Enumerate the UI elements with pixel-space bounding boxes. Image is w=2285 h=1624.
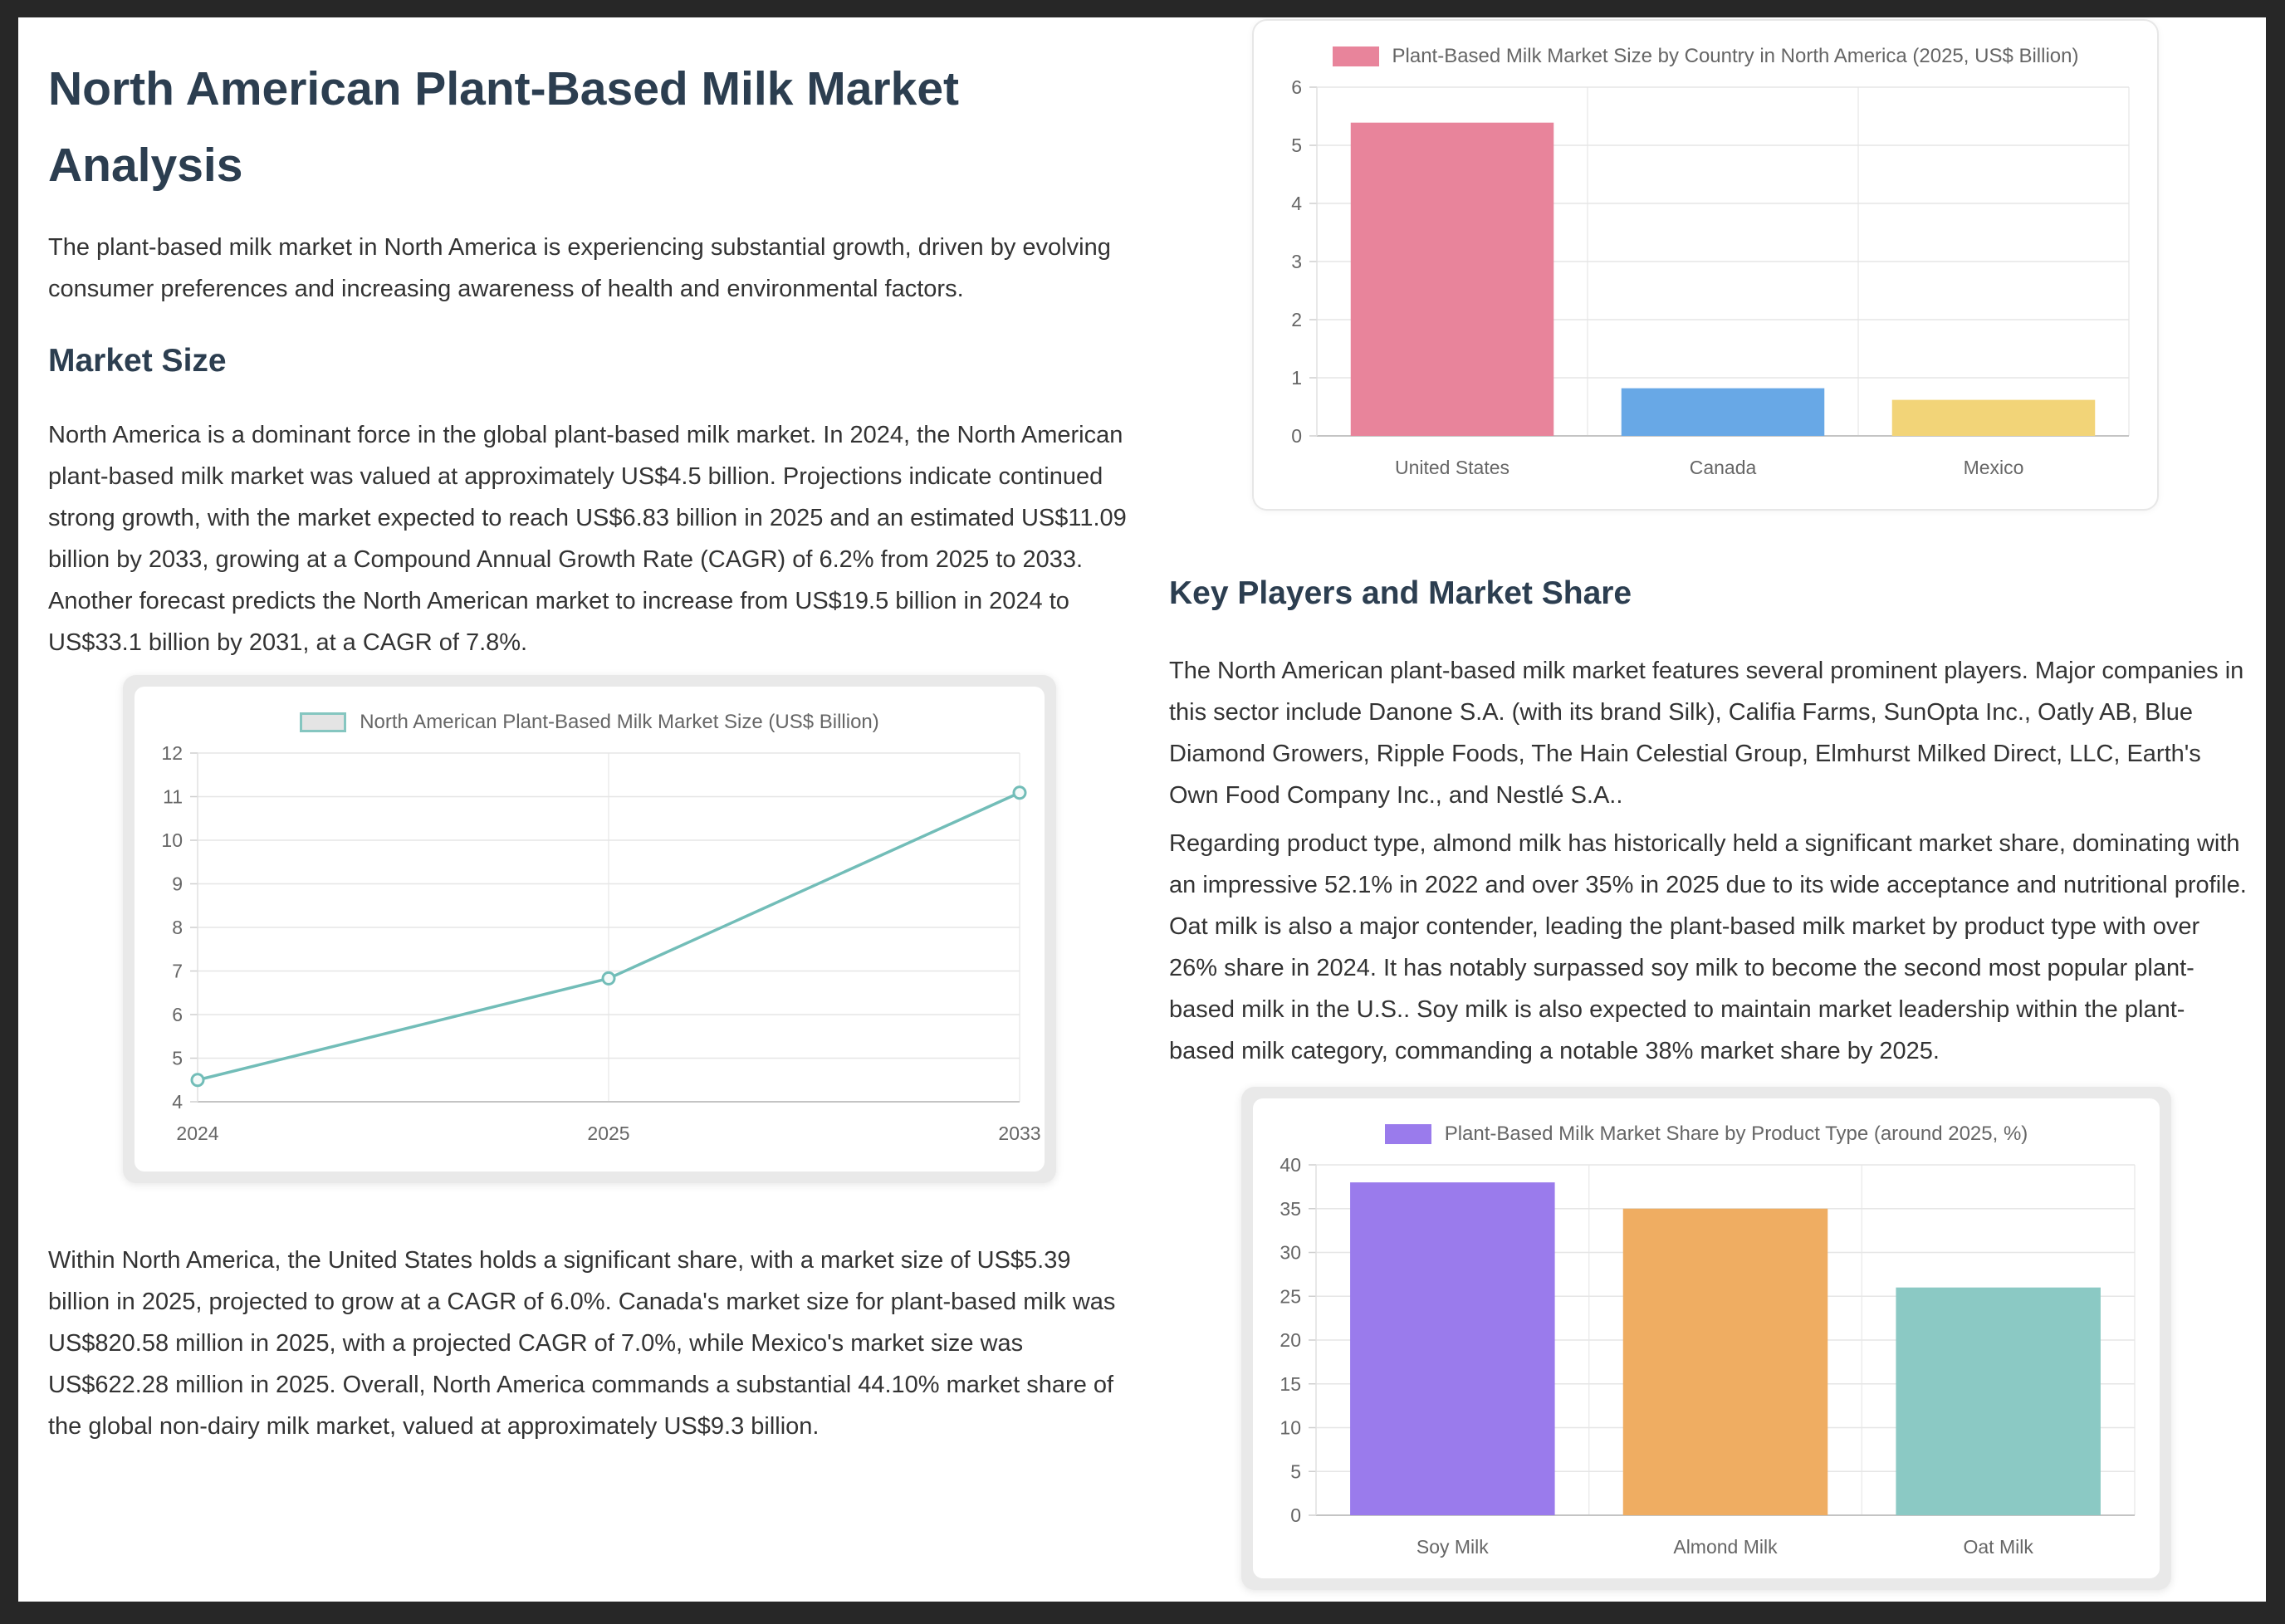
svg-text:15: 15 (1280, 1372, 1301, 1395)
svg-text:2024: 2024 (176, 1123, 219, 1144)
product-share-bar-chart-card (1253, 1098, 2160, 1578)
key-players-paragraph-2: Regarding product type, almond milk has historically held a significant market share, dominating with an impressive 52.1% in 2022 and over 35% in 2025 due to its wide acceptance and nutritional profile. Oat milk is also a major contender, leading the plant-based milk market by product type with over 26% share in 2024. It has notably surpassed soy milk to become the second most popular plant-based milk in the U.S.. Soy milk is also expected to maintain market leadership within the plant-based milk category, commanding a notable 38% market share by 2025. (1169, 830, 2247, 1064)
market-size-line-chart (135, 740, 1045, 1155)
svg-text:2033: 2033 (998, 1123, 1041, 1144)
svg-text:0: 0 (1290, 1504, 1301, 1526)
svg-text:10: 10 (161, 829, 183, 851)
svg-text:40: 40 (1280, 1154, 1301, 1176)
svg-text:United States: United States (1394, 457, 1510, 478)
market-size-line-chart-frame (123, 675, 1056, 1183)
right-column (1169, 17, 2265, 1602)
svg-text:Oat Milk: Oat Milk (1963, 1536, 2033, 1558)
legend-swatch (300, 712, 346, 732)
chart-legend[interactable] (1254, 21, 2157, 71)
key-players-paragraph-1: The North American plant-based milk market features several prominent players. Major companies in this sector include Danone S.A. (with its brand Silk), Califia Farms, SunOpta Inc., Oatly AB, Blue Diamond Growers, Ripple Foods, The Hain Celestial Group, Elmhurst Milked Direct, LLC, Earth's Own Food Company Inc., and Nestlé S.A.. (1169, 658, 2244, 809)
svg-text:6: 6 (1291, 76, 1302, 98)
document-page (18, 17, 2266, 1602)
svg-text:25: 25 (1280, 1285, 1301, 1308)
svg-text:10: 10 (1280, 1416, 1301, 1439)
svg-text:30: 30 (1280, 1241, 1301, 1264)
chart-legend[interactable] (1253, 1098, 2160, 1148)
legend-label: Plant-Based Milk Market Share by Product Type (around 2025, %) (1444, 1123, 2028, 1145)
svg-text:4: 4 (172, 1091, 183, 1113)
left-column (48, 17, 1144, 1602)
svg-text:35: 35 (1280, 1197, 1301, 1220)
svg-text:12: 12 (161, 742, 183, 764)
svg-text:Almond Milk: Almond Milk (1673, 1536, 1778, 1558)
legend-label: North American Plant-Based Milk Market Size (US$ Billion) (360, 711, 879, 733)
legend-swatch (1333, 46, 1379, 66)
svg-text:5: 5 (172, 1047, 183, 1069)
svg-text:5: 5 (1291, 135, 1302, 156)
svg-text:7: 7 (172, 960, 183, 982)
svg-text:2025: 2025 (587, 1123, 630, 1144)
svg-text:Canada: Canada (1689, 457, 1757, 478)
svg-text:9: 9 (172, 873, 183, 895)
page-title: North American Plant-Based Milk Market Analysis (48, 62, 959, 193)
market-size-heading: Market Size (48, 343, 227, 379)
svg-text:1: 1 (1291, 367, 1302, 389)
market-size-paragraph-1: North America is a dominant force in the global plant-based milk market. In 2024, the North American plant-based milk market was valued at approximately US$4.5 billion. Projections indicate continued strong growth, with the market expected to reach US$6.83 billion in 2025 and an estimated US$11.09 billion by 2033, growing at a Compound Annual Growth Rate (CAGR) of 6.2% from 2025 to 2033. Another forecast predicts the North American market to increase from US$19.5 billion in 2024 to US$33.1 billion by 2031, at a CAGR of 7.8%. (48, 422, 1127, 656)
svg-text:11: 11 (163, 785, 183, 808)
product-share-bar-chart (1253, 1152, 2160, 1568)
svg-text:8: 8 (172, 917, 183, 938)
market-size-paragraph-2: Within North America, the United States holds a significant share, with a market size of US$5.39 billion in 2025, projected to grow at a CAGR of 6.0%. Canada's market size for plant-based milk was US$820.58 million in 2025, with a projected CAGR of 7.0%, while Mexico's market size was US$622.28 million in 2025. Overall, North America commands a substantial 44.10% market share of the global non-dairy milk market, valued at approximately US$9.3 billion. (48, 1247, 1116, 1440)
product-share-bar-chart-frame (1241, 1087, 2171, 1590)
svg-text:2: 2 (1291, 309, 1302, 330)
svg-text:Soy Milk: Soy Milk (1416, 1536, 1489, 1558)
chart-legend[interactable] (135, 687, 1045, 736)
country-bar-chart-card (1252, 19, 2159, 511)
market-size-line-chart-card (135, 687, 1045, 1172)
svg-text:Mexico: Mexico (1963, 457, 2024, 478)
intro-paragraph: The plant-based milk market in North America is experiencing substantial growth, driven by evolving consumer preferences and increasing awareness of health and environmental factors. (48, 234, 1111, 302)
key-players-heading: Key Players and Market Share (1169, 575, 1632, 611)
legend-label: Plant-Based Milk Market Size by Country in North America (2025, US$ Billion) (1392, 45, 2079, 67)
svg-text:3: 3 (1291, 251, 1302, 272)
svg-text:0: 0 (1291, 425, 1302, 447)
svg-text:4: 4 (1291, 193, 1302, 214)
svg-text:6: 6 (172, 1004, 183, 1025)
svg-text:20: 20 (1280, 1329, 1301, 1351)
svg-text:5: 5 (1290, 1460, 1301, 1483)
country-bar-chart (1254, 74, 2154, 489)
legend-swatch (1385, 1124, 1431, 1144)
